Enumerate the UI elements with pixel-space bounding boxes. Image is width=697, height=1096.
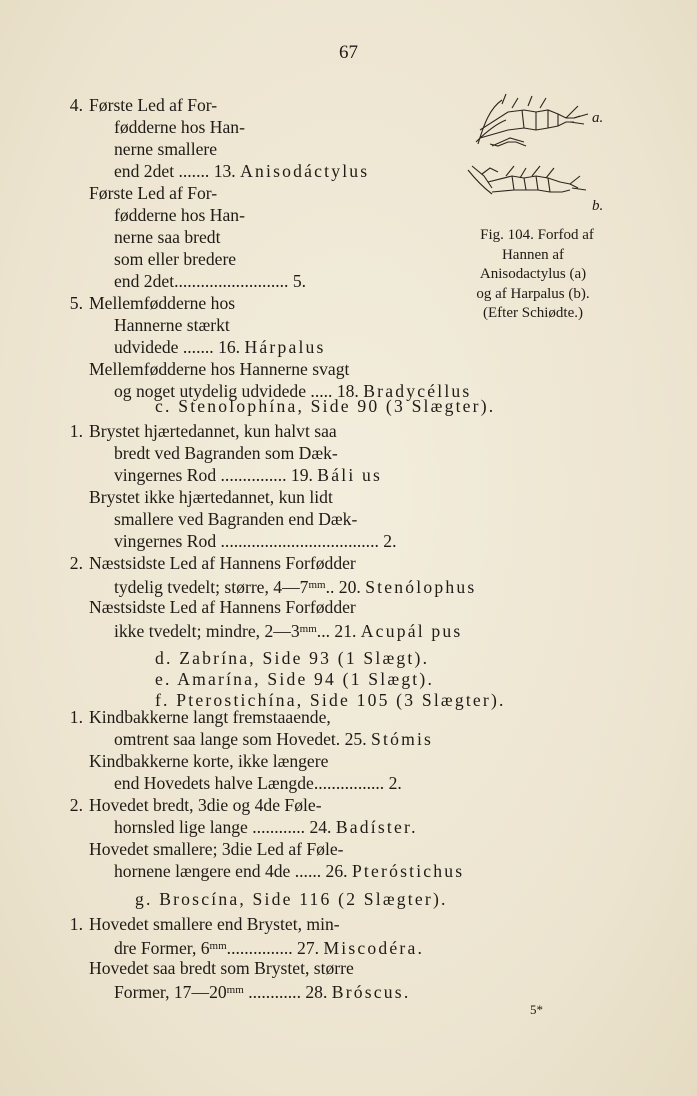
foreleg-a-drawing bbox=[476, 94, 588, 146]
key-line: Hannerne stærkt bbox=[114, 315, 230, 335]
couplet-number: 1. bbox=[69, 707, 83, 727]
figure-label-b: b. bbox=[592, 198, 604, 214]
key-line: bredt ved Bagranden som Dæk- bbox=[114, 443, 338, 463]
key-line: ikke tvedelt; mindre, $2—3^{mm}$... 21. Acupál pus bbox=[114, 621, 463, 641]
caption-line: og af Harpalus (b). bbox=[476, 285, 590, 302]
caption-line: Hannen af bbox=[501, 246, 565, 263]
key-line: end 2det ....... 13. Anisodáctylus bbox=[114, 161, 370, 181]
key-line: Brystet ikke hjærtedannet, kun lidt bbox=[89, 487, 333, 507]
key-line: smallere ved Bagranden end Dæk- bbox=[114, 509, 358, 529]
key-line: udvidede ....... 16. Hárpalus bbox=[114, 337, 326, 357]
key-line: som eller bredere bbox=[114, 249, 237, 269]
caption-line: Anisodactylus (a) bbox=[479, 266, 587, 282]
key-line: fødderne hos Han- bbox=[114, 117, 245, 137]
section-heading: f. Pterostichína, Side 105 (3 Slægter). bbox=[155, 690, 506, 710]
couplet-number: 5. bbox=[69, 293, 83, 313]
key-line: Første Led af For- bbox=[89, 95, 218, 115]
section-heading: e. Amarína, Side 94 (1 Slægt). bbox=[155, 669, 435, 689]
key-line: tydelig tvedelt; større, $4—7^{mm}$.. 20. Stenólophus bbox=[114, 577, 477, 597]
couplet-number: 2. bbox=[69, 553, 83, 573]
key-line: Første Led af For- bbox=[89, 183, 218, 203]
caption-line: Fig. 104. Forfod af bbox=[480, 227, 594, 243]
figure-label-a: a. bbox=[592, 110, 604, 126]
key-line: og noget utydelig udvidede ..... 18. Bradycéllus bbox=[114, 381, 472, 401]
key-line: Brystet hjærtedannet, kun halvt saa bbox=[89, 421, 337, 441]
key-line: Mellemfødderne hos Hannerne svagt bbox=[89, 359, 350, 379]
key-line: dre Former, $6^{mm}$............... 27. Miscodéra. bbox=[114, 938, 425, 958]
section-heading-c: c. Stenolophína, Side 90 (3 Slægter). bbox=[155, 396, 496, 416]
key-line: Næstsidste Led af Hannens Forfødder bbox=[89, 597, 356, 617]
key-line: Hovedet saa bredt som Brystet, større bbox=[89, 958, 354, 978]
key-line: omtrent saa lange som Hovedet. 25. Stómis bbox=[114, 729, 434, 749]
key-line: Hovedet smallere; 3die Led af Føle- bbox=[89, 839, 344, 859]
key-line: end 2det.......................... 5. bbox=[114, 271, 307, 291]
key-line: Næstsidste Led af Hannens Forfødder bbox=[89, 553, 356, 573]
key-line: fødderne hos Han- bbox=[114, 205, 245, 225]
key-line: Former, $17—20^{mm}$ ............ 28. Bróscus. bbox=[114, 982, 411, 1002]
couplet-number: 2. bbox=[69, 795, 83, 815]
couplet-number: 1. bbox=[69, 914, 83, 934]
key-line: vingernes Rod .................................... 2. bbox=[114, 531, 397, 551]
key-line: nerne smallere bbox=[114, 139, 218, 159]
section-heading-g: g. Broscína, Side 116 (2 Slægter). bbox=[135, 889, 448, 909]
caption-line: (Efter Schiødte.) bbox=[483, 305, 583, 321]
key-line: end Hovedets halve Længde................ 2. bbox=[114, 773, 402, 793]
section-heading: d. Zabrína, Side 93 (1 Slægt). bbox=[155, 648, 430, 668]
key-line: hornsled lige lange ............ 24. Badíster. bbox=[114, 817, 418, 837]
foreleg-b-drawing bbox=[468, 166, 586, 194]
couplet-number: 4. bbox=[69, 95, 83, 115]
key-line: Kindbakkerne korte, ikke længere bbox=[89, 751, 329, 771]
key-line: Hovedet smallere end Brystet, min- bbox=[89, 914, 340, 934]
page-number: 67 bbox=[339, 42, 358, 63]
key-line: vingernes Rod ............... 19. Báli us bbox=[114, 465, 383, 485]
printer-signature: 5* bbox=[530, 1002, 543, 1017]
key-line: nerne saa bredt bbox=[114, 227, 221, 247]
key-line: hornene længere end 4de ...... 26. Pteróstichus bbox=[114, 861, 465, 881]
key-line: Hovedet bredt, 3die og 4de Føle- bbox=[89, 795, 322, 815]
key-line: Mellemfødderne hos bbox=[89, 293, 236, 313]
couplet-number: 1. bbox=[69, 421, 83, 441]
key-line: Kindbakkerne langt fremstaaende, bbox=[89, 707, 331, 727]
figure-foreleg-illustration bbox=[462, 84, 612, 214]
